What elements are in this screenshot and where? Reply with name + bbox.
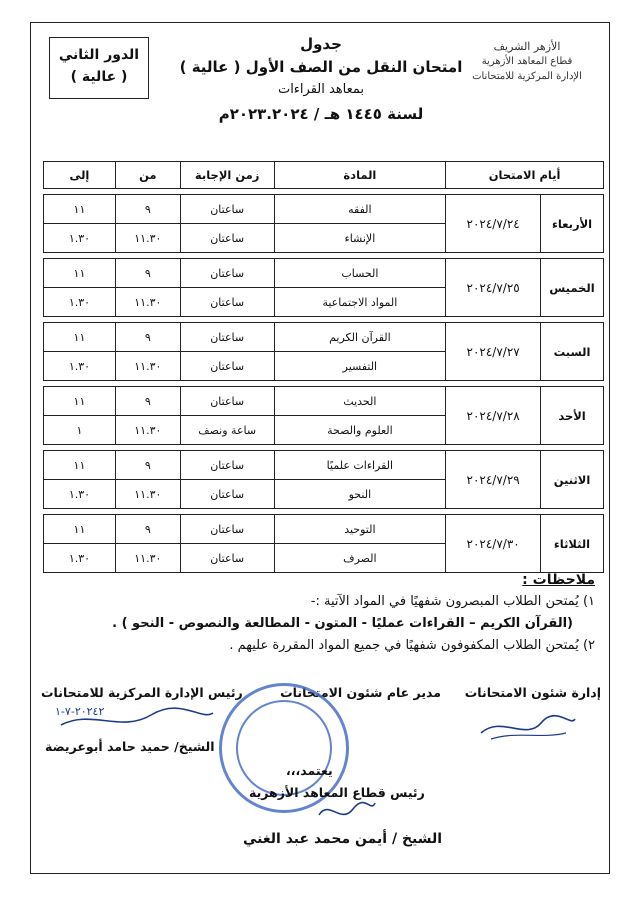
sector-head-name: الشيخ / أيمن محمد عبد الغني — [243, 831, 443, 847]
central-head-title: رئيس الإدارة المركزية للامتحانات — [41, 685, 243, 700]
subject-cell: العلوم والصحة — [274, 416, 446, 445]
note-1-subjects: (القرآن الكريم – القراءات عمليًا - المتون - المطالعة والنصوص - النحو ) . — [112, 616, 573, 631]
exam-schedule-table — [43, 161, 604, 573]
title-year: لسنة ١٤٤٥ هـ / ٢٠٢٣.٢٠٢٤م — [218, 105, 424, 123]
exam-date: ٢٠٢٤/٧/٢٩ — [446, 451, 541, 509]
exam-day: الأحد — [541, 387, 604, 445]
approval-label: يعتمد،،، — [286, 763, 333, 778]
general-director-title: مدير عام شئون الامتحانات — [280, 685, 441, 700]
exam-date: ٢٠٢٤/٧/٣٠ — [446, 515, 541, 573]
central-head-name: الشيخ/ حميد حامد أبوعريضة — [45, 739, 215, 754]
to-time-cell: ١.٣٠ — [44, 480, 116, 509]
exam-day: الاثنين — [541, 451, 604, 509]
exam-date: ٢٠٢٤/٧/٢٨ — [446, 387, 541, 445]
table-header-row — [44, 162, 604, 189]
subject-cell: القرآن الكريم — [274, 323, 446, 352]
note-1-text: يُمتحن الطلاب المبصرون شفهيًا في المواد الآتية :- — [310, 594, 579, 609]
table-row — [44, 387, 604, 416]
to-time-cell: ١١ — [44, 323, 116, 352]
document-title — [171, 33, 471, 127]
from-time-cell: ٩ — [115, 451, 180, 480]
table-row — [44, 195, 604, 224]
notes-heading: ملاحظات : — [522, 572, 595, 588]
duration-cell: ساعتان — [180, 544, 274, 573]
exam-affairs-signature — [471, 705, 581, 745]
note-2-number: ٢) — [582, 638, 595, 653]
round-label: الدور الثاني — [58, 47, 140, 63]
duration-cell: ساعتان — [180, 352, 274, 381]
table-row — [44, 323, 604, 352]
note-2-text: يُمتحن الطلاب المكفوفون شفهيًا في جميع المواد المقررة عليهم . — [229, 638, 579, 653]
logo-line-2: قطاع المعاهد الأزهرية — [481, 56, 573, 67]
subject-cell: التوحيد — [274, 515, 446, 544]
subject-cell: القراءات علميًا — [274, 451, 446, 480]
header-exam-days: أيام الامتحان — [446, 162, 604, 189]
sector-head-title: رئيس قطاع المعاهد الأزهرية — [249, 785, 425, 800]
handwritten-date: ٢٠٢٤٢-٧-١ — [55, 705, 105, 718]
to-time-cell: ١.٣٠ — [44, 288, 116, 317]
duration-cell: ساعة ونصف — [180, 416, 274, 445]
exam-date: ٢٠٢٤/٧/٢٧ — [446, 323, 541, 381]
table-row — [44, 515, 604, 544]
notes-section — [55, 569, 595, 657]
from-time-cell: ١١.٣٠ — [115, 544, 180, 573]
header-to: إلى — [44, 162, 116, 189]
table-row — [44, 451, 604, 480]
from-time-cell: ٩ — [115, 515, 180, 544]
logo-line-3: الإدارة المركزية للامتحانات — [472, 71, 582, 82]
title-exam: امتحان النقل من الصف الأول ( عالية ) — [179, 58, 463, 76]
subject-cell: الفقه — [274, 195, 446, 224]
exam-affairs-title: إدارة شئون الامتحانات — [464, 685, 601, 700]
from-time-cell: ٩ — [115, 323, 180, 352]
subject-cell: الصرف — [274, 544, 446, 573]
duration-cell: ساعتان — [180, 480, 274, 509]
exam-day: السبت — [541, 323, 604, 381]
exam-date: ٢٠٢٤/٧/٢٥ — [446, 259, 541, 317]
subject-cell: الإنشاء — [274, 224, 446, 253]
exam-day: الخميس — [541, 259, 604, 317]
logo-line-1: الأزهر الشريف — [493, 40, 561, 53]
duration-cell: ساعتان — [180, 323, 274, 352]
from-time-cell: ١١.٣٠ — [115, 288, 180, 317]
title-schedule: جدول — [300, 35, 342, 53]
title-institutes: بمعاهد القراءات — [277, 82, 365, 97]
header-from: من — [115, 162, 180, 189]
exam-round-box — [49, 37, 149, 99]
exam-day: الثلاثاء — [541, 515, 604, 573]
duration-cell: ساعتان — [180, 451, 274, 480]
table-row — [44, 259, 604, 288]
subject-cell: المواد الاجتماعية — [274, 288, 446, 317]
note-1 — [55, 591, 595, 613]
from-time-cell: ١١.٣٠ — [115, 480, 180, 509]
to-time-cell: ١.٣٠ — [44, 224, 116, 253]
duration-cell: ساعتان — [180, 515, 274, 544]
exam-day: الأربعاء — [541, 195, 604, 253]
table-body — [44, 189, 604, 573]
subject-cell: النحو — [274, 480, 446, 509]
to-time-cell: ١١ — [44, 195, 116, 224]
to-time-cell: ١١ — [44, 387, 116, 416]
from-time-cell: ٩ — [115, 195, 180, 224]
duration-cell: ساعتان — [180, 195, 274, 224]
duration-cell: ساعتان — [180, 288, 274, 317]
note-2 — [55, 635, 595, 657]
round-level: ( عالية ) — [70, 69, 128, 85]
to-time-cell: ١١ — [44, 515, 116, 544]
sector-head-signature — [311, 795, 381, 831]
from-time-cell: ٩ — [115, 387, 180, 416]
to-time-cell: ١١ — [44, 259, 116, 288]
header-duration: زمن الإجابة — [180, 162, 274, 189]
note-1-number: ١) — [582, 594, 595, 609]
subject-cell: التفسير — [274, 352, 446, 381]
azhar-logo-text — [457, 39, 597, 84]
document-page — [30, 22, 610, 874]
to-time-cell: ١١ — [44, 451, 116, 480]
header-subject: المادة — [274, 162, 446, 189]
duration-cell: ساعتان — [180, 224, 274, 253]
to-time-cell: ١.٣٠ — [44, 544, 116, 573]
duration-cell: ساعتان — [180, 259, 274, 288]
subject-cell: الحساب — [274, 259, 446, 288]
exam-date: ٢٠٢٤/٧/٢٤ — [446, 195, 541, 253]
subject-cell: الحديث — [274, 387, 446, 416]
from-time-cell: ١١.٣٠ — [115, 352, 180, 381]
from-time-cell: ٩ — [115, 259, 180, 288]
to-time-cell: ١.٣٠ — [44, 352, 116, 381]
from-time-cell: ١١.٣٠ — [115, 416, 180, 445]
to-time-cell: ١ — [44, 416, 116, 445]
from-time-cell: ١١.٣٠ — [115, 224, 180, 253]
duration-cell: ساعتان — [180, 387, 274, 416]
